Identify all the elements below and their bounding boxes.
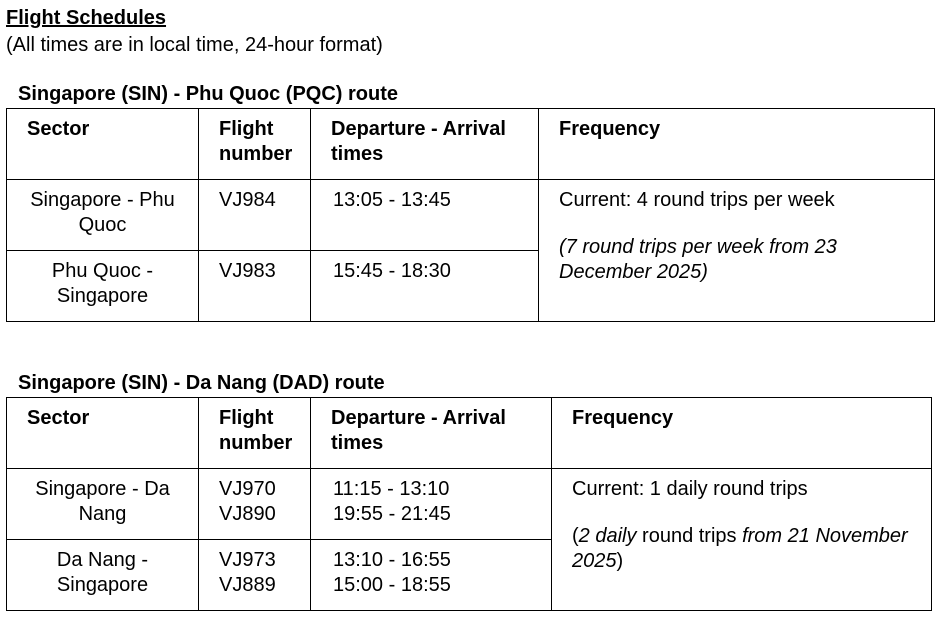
- header-departure-arrival: Departure - Arrival times: [311, 109, 539, 180]
- route-title-sin-dad: Singapore (SIN) - Da Nang (DAD) route: [18, 372, 385, 394]
- header-frequency: Frequency: [539, 109, 935, 180]
- flight-number-cell: VJ984: [199, 180, 311, 251]
- sector-cell: Da Nang - Singapore: [7, 540, 199, 611]
- header-flight-number: Flight number: [199, 398, 311, 469]
- flight-number-cell: VJ973 VJ889: [199, 540, 311, 611]
- times-cell: 13:05 - 13:45: [311, 180, 539, 251]
- frequency-note: (7 round trips per week from 23 December 2025): [559, 236, 837, 283]
- header-frequency: Frequency: [552, 398, 932, 469]
- times-cell: 13:10 - 16:55 15:00 - 18:55: [311, 540, 552, 611]
- header-departure-arrival: Departure - Arrival times: [311, 398, 552, 469]
- schedule-table-sin-dad: [6, 397, 932, 611]
- page-title: Flight Schedules: [6, 7, 167, 29]
- flight-number-cell: VJ970 VJ890: [199, 469, 311, 540]
- frequency-cell: [539, 180, 935, 322]
- schedule-table-sin-pqc: [6, 108, 935, 322]
- header-flight-number: Flight number: [199, 109, 311, 180]
- frequency-current: Current: 1 daily round trips: [572, 478, 808, 500]
- sector-cell: Phu Quoc - Singapore: [7, 251, 199, 322]
- page-subtitle: (All times are in local time, 24-hour format): [6, 34, 383, 56]
- header-sector: Sector: [7, 398, 199, 469]
- route-title-sin-pqc: Singapore (SIN) - Phu Quoc (PQC) route: [18, 83, 398, 105]
- frequency-current: Current: 4 round trips per week: [559, 189, 835, 211]
- times-cell: 15:45 - 18:30: [311, 251, 539, 322]
- header-sector: Sector: [7, 109, 199, 180]
- sector-cell: Singapore - Da Nang: [7, 469, 199, 540]
- frequency-cell: [552, 469, 932, 611]
- sector-cell: Singapore - Phu Quoc: [7, 180, 199, 251]
- times-cell: 11:15 - 13:10 19:55 - 21:45: [311, 469, 552, 540]
- frequency-note: (2 daily round trips from 21 November 2025): [572, 525, 908, 572]
- flight-number-cell: VJ983: [199, 251, 311, 322]
